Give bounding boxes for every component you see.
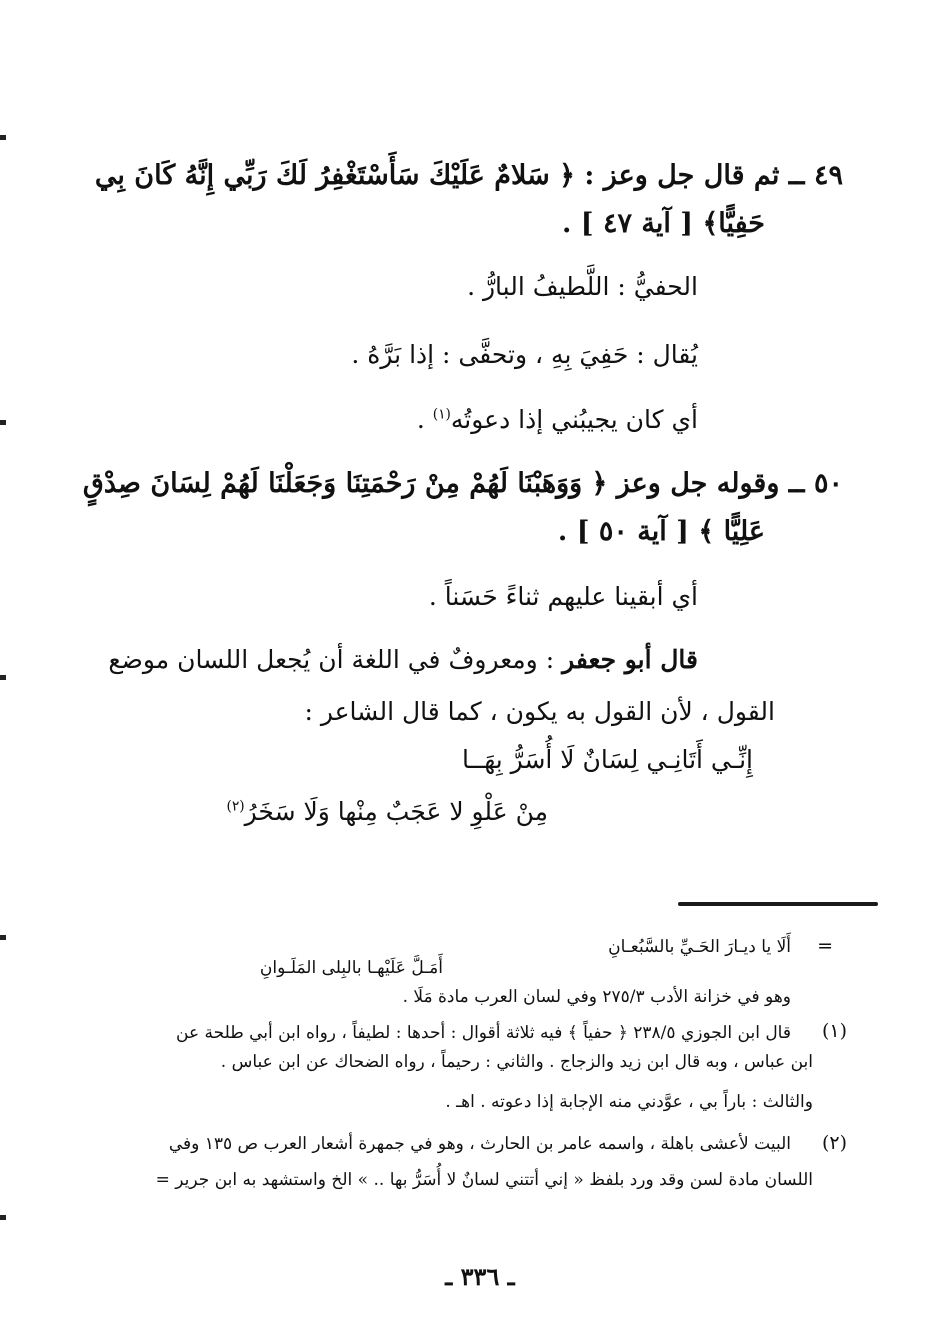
footnote-1-marker: (١)	[821, 1020, 847, 1042]
footnote-separator	[678, 902, 878, 906]
footnote-2-line-1: البيت لأعشى باهلة ، واسمه عامر بن الحارث ، وهو في جمهرة أشعار العرب ص ١٣٥ وفي	[168, 1134, 791, 1154]
footnote-1-line-2: ابن عباس ، وبه قال ابن زيد والزجاج . والثاني : رحيماً ، رواه الضحاك عن ابن عباس .	[220, 1052, 813, 1072]
commentary-line-2: القول ، لأن القول به يكون ، كما قال الشاعر :	[304, 697, 775, 726]
commentary-line-1	[98, 645, 698, 674]
scan-mark	[0, 420, 6, 425]
scan-mark	[0, 935, 6, 940]
scan-mark	[0, 135, 6, 140]
entry-50-line-1: ٥٠ ــ وقوله جل وعز ﴿ وَوَهَبْنَا لَهُمْ مِنْ رَحْمَتِنَا وَجَعَلْنَا لَهُمْ لِسَانَ صِدْقٍ	[82, 468, 843, 499]
entry-49-line-2: حَفِيًّا﴾ [ آية ٤٧ ] .	[561, 208, 765, 239]
entry-50-gloss-1: أي أبقينا عليهم ثناءً حَسَناً .	[428, 582, 698, 611]
footnote-continuation-verse-b: أَمَـلَّ عَلَيْهـا بالبِلى المَلَـوانِ	[259, 958, 443, 978]
entry-49-line-1: ٤٩ ــ ثم قال جل وعز : ﴿ سَلامٌ عَلَيْكَ سَأَسْتَغْفِرُ لَكَ رَبِّي إِنَّهُ كَانَ بِي	[94, 160, 843, 191]
scan-mark	[0, 1215, 6, 1220]
footnote-1-line-1: قال ابن الجوزي ٢٣٨/٥ ﴿ حفياً ﴾ فيه ثلاثة أقوال : أحدها : لطيفاً ، رواه ابن أبي طلحة عن	[176, 1023, 791, 1043]
gloss-3-text: أي كان يجيبُني إذا دعوتُه	[450, 405, 698, 434]
footnote-2-marker: (٢)	[821, 1132, 847, 1154]
author-name: قال أبو جعفر	[562, 645, 698, 674]
verse-line-2-text: مِنْ عَلْوِ لا عَجَبٌ مِنْها وَلَا سَخَرُ	[244, 797, 548, 826]
entry-49-gloss-2: يُقال : حَفِيَ بِهِ ، وتحفَّى : إذا بَرَّهُ .	[351, 340, 698, 369]
footnote-ref-2[interactable]: (٢)	[226, 798, 245, 815]
footnote-1-line-3: والثالث : باراً بي ، عوَّدني منه الإجابة إذا دعوته . اهـ .	[445, 1092, 813, 1112]
footnote-continuation-verse-a: أَلَا يا ديـارَ الحَـيِّ بالسَّبُعـانِ	[608, 937, 791, 957]
entry-49-gloss-3	[98, 405, 698, 434]
footnote-2-line-2: اللسان مادة لسن وقد ورد بلفظ « إني أتتني لسانٌ لا أُسَرُّ بها .. » الخ واستشهد به ابن جرير =	[155, 1170, 813, 1190]
gloss-3-end: .	[416, 405, 433, 434]
footnote-ref-1[interactable]: (١)	[432, 406, 451, 423]
entry-49-gloss-1: الحفيُّ : اللَّطيفُ البارُّ .	[467, 272, 698, 301]
entry-50-line-2: عَلِيًّا ﴾ [ آية ٥٠ ] .	[557, 516, 765, 547]
commentary-line-1-rest: : ومعروفٌ في اللغة أن يُجعل اللسان موضع	[108, 645, 563, 674]
footnote-continuation-line-2: وهو في خزانة الأدب ٢٧٥/٣ وفي لسان العرب مادة مَلَا .	[402, 987, 791, 1007]
page-number: ـ ٣٣٦ ـ	[445, 1262, 515, 1291]
verse-line-1: إِنِّـي أَتَانِـي لِسَانٌ لَا أُسَرُّ بِهَــا	[461, 745, 753, 774]
scan-mark	[0, 675, 6, 680]
footnote-continuation-marker: =	[817, 935, 833, 957]
verse-line-2	[48, 797, 548, 826]
